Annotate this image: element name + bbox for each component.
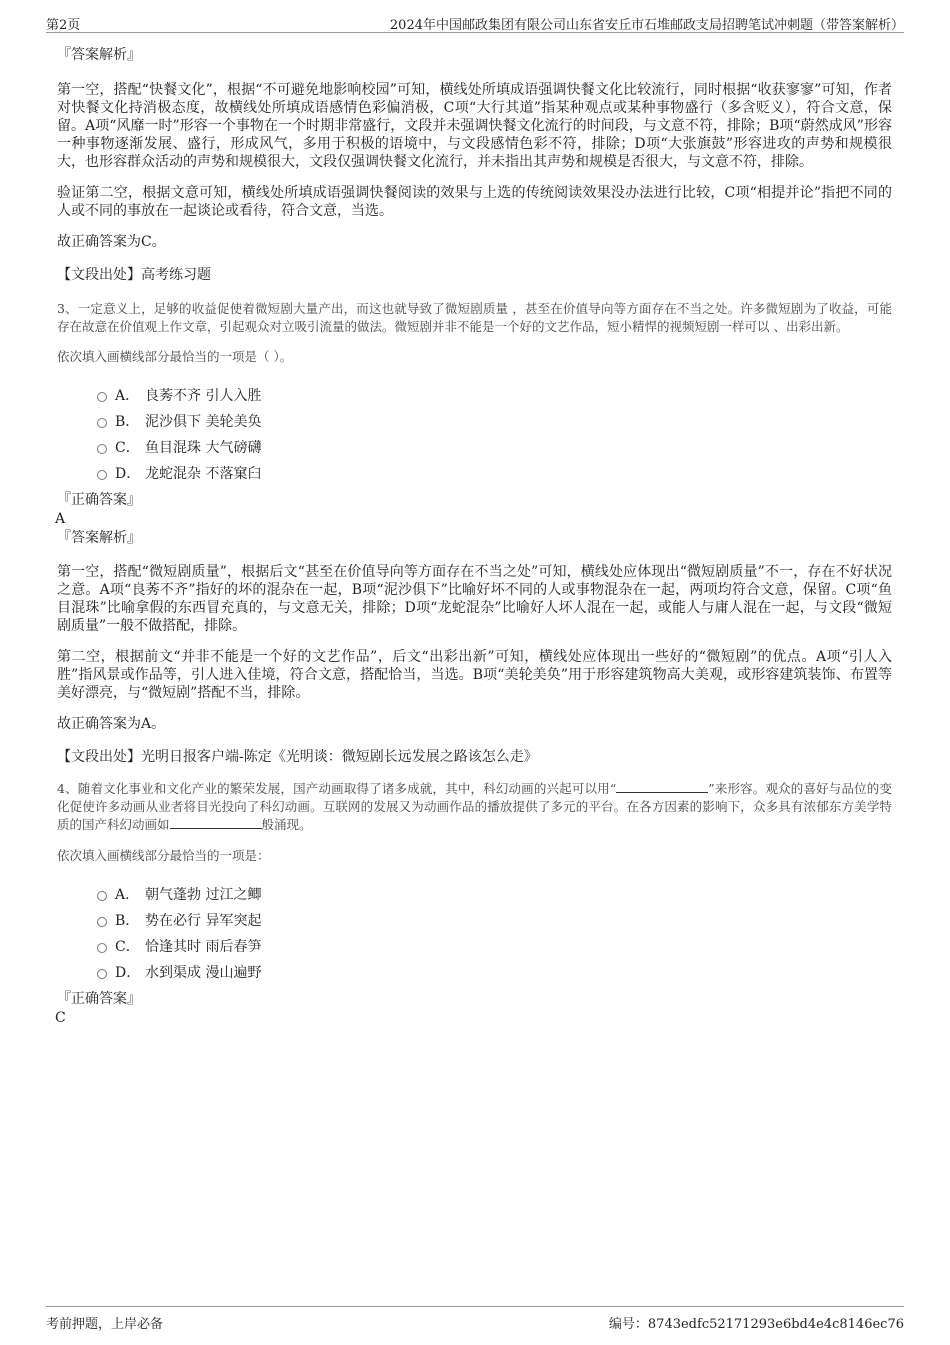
- q3-analysis-p1: 第一空，搭配“微短剧质量”，根据后文“甚至在价值导向等方面存在不当之处”可知，横线处应体现出“微短剧质量”不一，存在不好状况之意。A项“良莠不齐”指好的坏的混杂在一起，B项“泥沙俱下”比喻好坏不同的人或事物混杂在一起，两项均符合文意，保留。C项“鱼目混珠”比喻拿假的东西冒充真的，与文意无关，排除；D项“龙蛇混杂”比喻好人坏人混在一起，或能人与庸人混在一起，与文段“微短剧质量”一般不做搭配，排除。: [57, 564, 892, 634]
- q4-prompt: 依次填入画横线部分最恰当的一项是：: [57, 848, 270, 863]
- q4-option-b[interactable]: B． 势在必行 异军突起: [57, 908, 892, 934]
- q4-options: [57, 882, 892, 986]
- q3-answer-tag: 『正确答案』: [57, 492, 141, 508]
- q3-answer: A: [55, 511, 66, 527]
- q3-options: [57, 383, 892, 487]
- radio-button[interactable]: [97, 470, 107, 480]
- q2-analysis-p2: 验证第二空，根据文意可知，横线处所填成语强调快餐阅读的效果与上选的传统阅读效果没办法进行比较，C项“相提并论”指把不同的人或不同的事放在一起谈论或看待，符合文意，当选。: [57, 185, 892, 219]
- radio-button[interactable]: [97, 444, 107, 454]
- q2-analysis-p3: 故正确答案为C。: [57, 234, 166, 250]
- radio-button[interactable]: [97, 418, 107, 428]
- q3-option-b[interactable]: B． 泥沙俱下 美轮美奂: [57, 409, 892, 435]
- q4-answer: C: [55, 1010, 66, 1026]
- q2-source: 【文段出处】高考练习题: [57, 267, 211, 283]
- radio-button[interactable]: [97, 943, 107, 953]
- q3-option-d[interactable]: D． 龙蛇混杂 不落窠臼: [57, 461, 892, 487]
- q4-option-d[interactable]: D． 水到渠成 漫山遍野: [57, 960, 892, 986]
- document-title: 2024年中国邮政集团有限公司山东省安丘市石堆邮政支局招聘笔试冲刺题（带答案解析）: [389, 18, 904, 33]
- radio-button[interactable]: [97, 392, 107, 402]
- q4-stem: 4、随着文化事业和文化产业的繁荣发展，国产动画取得了诸多成就，其中，科幻动画的兴起可以用“ ”来形容。观众的喜好与品位的变化促使许多动画从业者将目光投向了科幻动画。互联网的发展又为动画作品的播放提供了多元的平台。在各方因素的影响下，众多具有浓郁东方美学特质的国产科幻动画如 般涌现。: [57, 781, 892, 832]
- q3-option-a[interactable]: A． 良莠不齐 引人入胜: [57, 383, 892, 409]
- q3-analysis-p2: 第二空，根据前文“并非不能是一个好的文艺作品”，后文“出彩出新”可知，横线处应体现出一些好的“微短剧”的优点。A项“引人入胜”指风景或作品等，引人进入佳境，符合文意，搭配恰当，当选。B项“美轮美奂”用于形容建筑物高大美观，或形容建筑装饰、布置等美好漂亮，与“微短剧”搭配不当，排除。: [57, 649, 892, 701]
- q3-prompt: 依次填入画横线部分最恰当的一项是（ ）。: [57, 349, 293, 364]
- q3-stem: 3、一定意义上，足够的收益促使着微短剧大量产出，而这也就导致了微短剧质量 ，甚至在价值导向等方面存在不当之处。许多微短剧为了收益，可能存在故意在价值观上作文章，引起观众对立吸引流量的做法。微短剧并非不能是一个好的文艺作品，短小精悍的视频短剧一样可以 、出彩出新。: [57, 301, 892, 334]
- fill-blank: [170, 816, 262, 829]
- document-id: 编号：8743edfc52171293e6bd4e4c8146ec76: [608, 1317, 904, 1332]
- q3-analysis-p3: 故正确答案为A。: [57, 716, 166, 732]
- q4-answer-tag: 『正确答案』: [57, 991, 141, 1007]
- q4-option-c[interactable]: C． 恰逢其时 雨后春笋: [57, 934, 892, 960]
- q2-analysis-tag: 『答案解析』: [57, 47, 141, 63]
- main-content: [57, 44, 892, 1028]
- q3-source: 【文段出处】光明日报客户端-陈定《光明谈：微短剧长远发展之路该怎么走》: [57, 749, 538, 765]
- q2-analysis-p1: 第一空，搭配“快餐文化”，根据“不可避免地影响校园”可知，横线处所填成语强调快餐文化比较流行，同时根据“收获寥寥”可知，作者对快餐文化持消极态度，故横线处所填成语感情色彩偏消极，C项“大行其道”指某种观点或某种事物盛行（多含贬义），符合文意，保留。A项“风靡一时”形容一个事物在一个时期非常盛行，文段并未强调快餐文化流行的时间段，与文意不符，排除；B项“蔚然成风”形容一种事物逐渐发展、盛行，形成风气，多用于积极的语境中，与文段感情色彩不符，排除；D项“大张旗鼓”形容进攻的声势和规模很大，也形容群众活动的声势和规模很大，文段仅强调快餐文化流行，并未指出其声势和规模是否很大，与文意不符，排除。: [57, 82, 892, 170]
- page-number: 第2页: [46, 18, 81, 33]
- page-footer: [46, 1306, 904, 1333]
- radio-button[interactable]: [97, 969, 107, 979]
- q3-analysis-tag: 『答案解析』: [57, 530, 141, 546]
- radio-button[interactable]: [97, 917, 107, 927]
- page-header: [46, 14, 904, 33]
- fill-blank: [616, 780, 708, 793]
- q3-option-c[interactable]: C． 鱼目混珠 大气磅礴: [57, 435, 892, 461]
- footer-slogan: 考前押题，上岸必备: [46, 1317, 164, 1332]
- q4-option-a[interactable]: A． 朝气蓬勃 过江之鲫: [57, 882, 892, 908]
- radio-button[interactable]: [97, 891, 107, 901]
